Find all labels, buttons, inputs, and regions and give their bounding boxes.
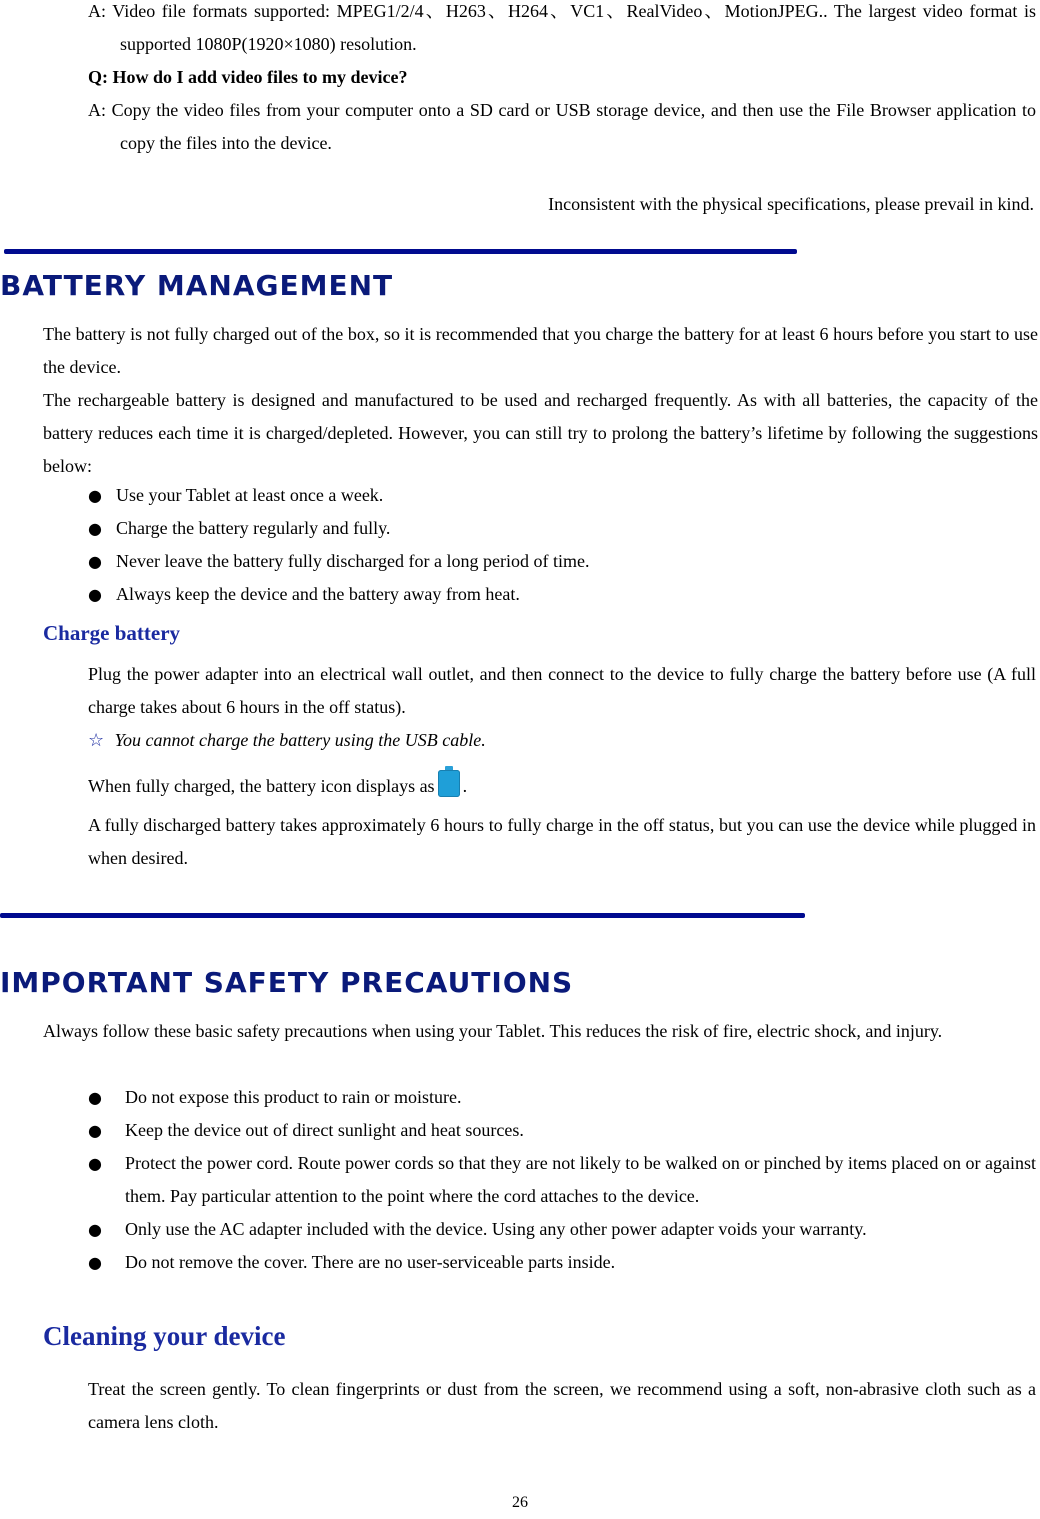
battery-tips-list: [88, 479, 1028, 611]
usb-warning: [88, 724, 1036, 757]
list-item: ● Do not remove the cover. There are no user-serviceable parts inside.: [88, 1246, 1036, 1279]
faq-answer-formats: A: Video file formats supported: MPEG1/2/4、H263、H264、VC1、RealVideo、MotionJPEG.. The largest video format is supported 1080P(1920×1080) resolution.: [88, 1, 1036, 54]
battery-paragraph-1: The battery is not fully charged out of the box, so it is recommended that you charge the battery for at least 6 hours before you start to use the device.: [43, 324, 1038, 377]
battery-full-icon: [437, 766, 461, 798]
specifications-note: Inconsistent with the physical specifications, please prevail in kind.: [548, 194, 1034, 214]
faq-answer-add-video: A: Copy the video files from your computer onto a SD card or USB storage device, and then use the File Browser application to copy the files into the device.: [88, 100, 1036, 153]
list-item: ● Keep the device out of direct sunlight and heat sources.: [88, 1114, 1036, 1147]
list-item: ● Use your Tablet at least once a week.: [88, 479, 1028, 512]
list-item: ● Charge the battery regularly and fully.: [88, 512, 1028, 545]
safety-precautions-heading: IMPORTANT SAFETY PRECAUTIONS: [0, 966, 574, 999]
bullet-icon: ●: [88, 1253, 102, 1272]
battery-paragraph-2: The rechargeable battery is designed and manufactured to be used and recharged frequently. As with all batteries, the capacity of the battery reduces each time it is charged/depleted. However, you can still try to prolong the battery’s lifetime by following the suggestions below:: [43, 390, 1038, 476]
battery-intro: [43, 318, 1038, 483]
bullet-icon: ●: [88, 1154, 102, 1173]
bullet-icon: ●: [88, 585, 102, 604]
safety-intro: Always follow these basic safety precautions when using your Tablet. This reduces the risk of fire, electric shock, and injury.: [43, 1021, 943, 1041]
bullet-icon: ●: [88, 519, 102, 538]
charge-paragraph-2: A fully discharged battery takes approximately 6 hours to fully charge in the off status, but you can use the device while plugged in when desired.: [88, 815, 1036, 868]
charge-paragraph-1: Plug the power adapter into an electrical wall outlet, and then connect to the device to fully charge the battery before use (A full charge takes about 6 hours in the off status).: [88, 664, 1036, 717]
page-number: 26: [512, 1494, 528, 1511]
cleaning-paragraph: Treat the screen gently. To clean fingerprints or dust from the screen, we recommend using a soft, non-abrasive cloth such as a camera lens cloth.: [88, 1379, 1036, 1432]
bullet-icon: ●: [88, 1088, 102, 1107]
faq-question-add-video: Q: How do I add video files to my device?: [88, 67, 408, 87]
list-item: ● Only use the AC adapter included with the device. Using any other power adapter voids your warranty.: [88, 1213, 1036, 1246]
star-icon: ☆: [88, 730, 105, 751]
list-item: ● Do not expose this product to rain or moisture.: [88, 1081, 1036, 1114]
bullet-icon: ●: [88, 552, 102, 571]
usb-warning-text: You cannot charge the battery using the USB cable.: [114, 730, 486, 750]
cleaning-heading: Cleaning your device: [43, 1321, 286, 1351]
list-item: ● Always keep the device and the battery away from heat.: [88, 578, 1028, 611]
section-divider: [0, 913, 805, 918]
faq-block: [88, 0, 1036, 160]
section-divider: [4, 249, 797, 254]
bullet-icon: ●: [88, 486, 102, 505]
charge-battery-heading: Charge battery: [43, 621, 181, 645]
list-item: ● Never leave the battery fully discharged for a long period of time.: [88, 545, 1028, 578]
list-item: ● Protect the power cord. Route power cords so that they are not likely to be walked on or pinched by items placed on or against them. Pay particular attention to the point where the cord attaches to the device.: [88, 1147, 1036, 1213]
bullet-icon: ●: [88, 1220, 102, 1239]
safety-list: [88, 1081, 1036, 1279]
charge-battery-body: [88, 658, 1036, 875]
bullet-icon: ●: [88, 1121, 102, 1140]
battery-icon-line: When fully charged, the battery icon displays as .: [88, 766, 1036, 803]
battery-management-heading: BATTERY MANAGEMENT: [0, 269, 394, 302]
